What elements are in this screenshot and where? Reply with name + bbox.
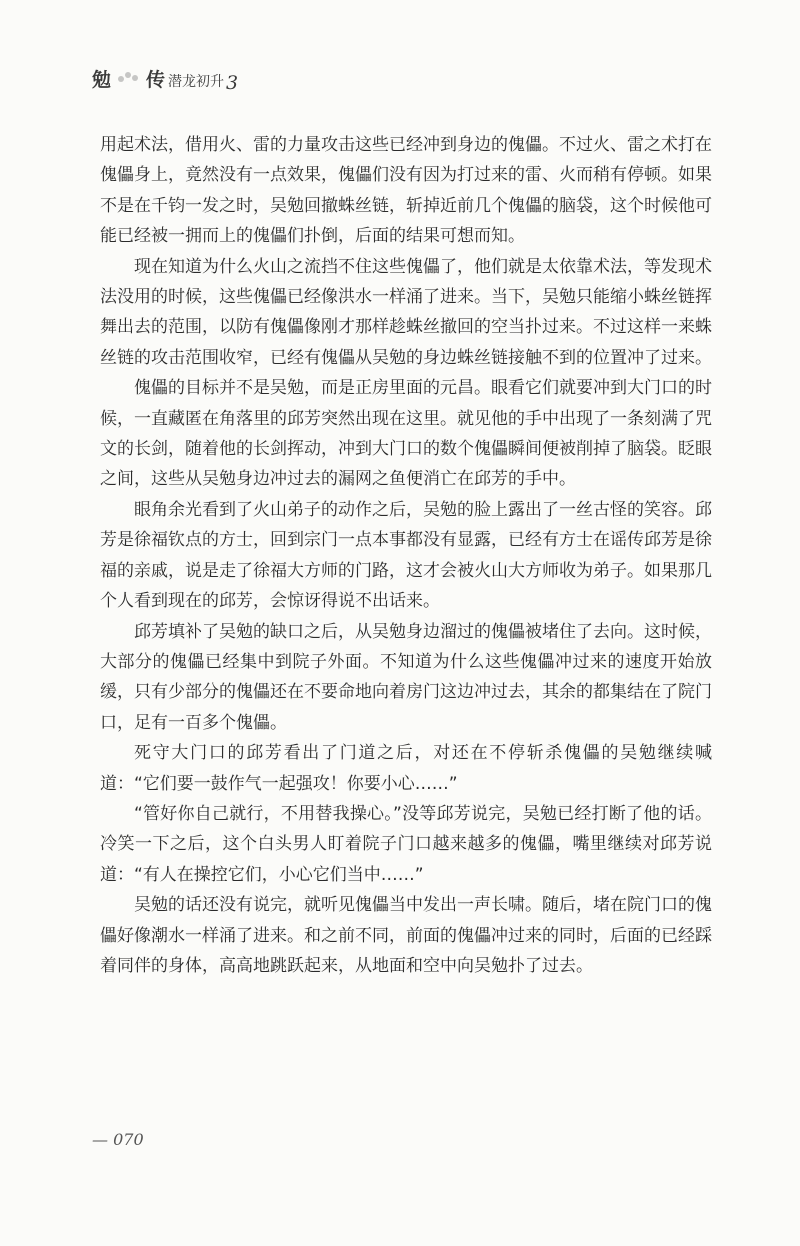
- paragraph: 眼角余光看到了火山弟子的动作之后，吴勉的脸上露出了一丝古怪的笑容。邱芳是徐福钦点的方士，回到宗门一点本事都没有显露，已经有方士在谣传邱芳是徐福的亲戚，说是走了徐福大方师的门路，这才会被火山大方师收为弟子。如果那几个人看到现在的邱芳，会惊讶得说不出话来。: [100, 499, 712, 612]
- header-subtitle: 潜龙初升: [168, 74, 225, 90]
- paragraph: 用起术法，借用火、雷的力量攻击这些已经冲到身边的傀儡。不过火、雷之术打在傀儡身上，竟然没有一点效果，傀儡们没有因为打过来的雷、火而稍有停顿。如果不是在千钧一发之时，吴勉回撤蛛丝链，斩掉近前几个傀儡的脑袋，这个时候他可能已经被一拥而上的傀儡们扑倒，后面的结果可想而知。: [100, 135, 712, 247]
- page-number: — 070: [92, 1130, 144, 1149]
- paragraph: 傀儡的目标并不是吴勉，而是正房里面的元昌。眼看它们就要冲到大门口的时候，一直藏匿在角落里的邱芳突然出现在这里。就见他的手中出现了一条刻满了咒文的长剑，随着他的长剑挥动，冲到大门口的数个傀儡瞬间便被削掉了脑袋。眨眼之间，这些从吴勉身边冲过去的漏网之鱼便消亡在邱芳的手中。: [100, 378, 712, 490]
- header-volume-number: 3: [226, 72, 239, 94]
- paragraph: 现在知道为什么火山之流挡不住这些傀儡了，他们就是太依靠术法，等发现术法没用的时候，这些傀儡已经像洪水一样涌了进来。当下，吴勉只能缩小蛛丝链挥舞出去的范围，以防有傀儡像刚才那样趁蛛丝撤回的空当扑过来。不过这样一来蛛丝链的攻击范围收窄，已经有傀儡从吴勉的身边蛛丝链接触不到的位置冲了过来。: [100, 256, 712, 368]
- header-title-char-2: 传: [146, 69, 167, 91]
- body-text: [100, 130, 712, 981]
- paragraph: 邱芳填补了吴勉的缺口之后，从吴勉身边溜过的傀儡被堵住了去向。这时候，大部分的傀儡已经集中到院子外面。不知道为什么这些傀儡冲过来的速度开始放缓，只有少部分的傀儡还在不要命地向着房门这边冲过去，其余的都集结在了院门口，足有一百多个傀儡。: [100, 621, 712, 733]
- running-header: [92, 54, 239, 94]
- header-ornament-icon: [116, 68, 142, 84]
- paragraph: 吴勉的话还没有说完，就听见傀儡当中发出一声长啸。随后，堵在院门口的傀儡好像潮水一样涌了进来。和之前不同，前面的傀儡冲过来的同时，后面的已经踩着同伴的身体，高高地跳跃起来，从地面和空中向吴勉扑了过去。: [100, 895, 712, 976]
- paragraph: “管好你自己就行，不用替我操心。”没等邱芳说完，吴勉已经打断了他的话。冷笑一下之后，这个白头男人盯着院子门口越来越多的傀儡，嘴里继续对邱芳说道：“有人在操控它们，小心它们当中……”: [100, 803, 712, 885]
- paragraph: 死守大门口的邱芳看出了门道之后，对还在不停斩杀傀儡的吴勉继续喊道：“它们要一鼓作气一起强攻！你要小心……”: [100, 743, 712, 794]
- header-title-char-1: 勉: [92, 69, 113, 91]
